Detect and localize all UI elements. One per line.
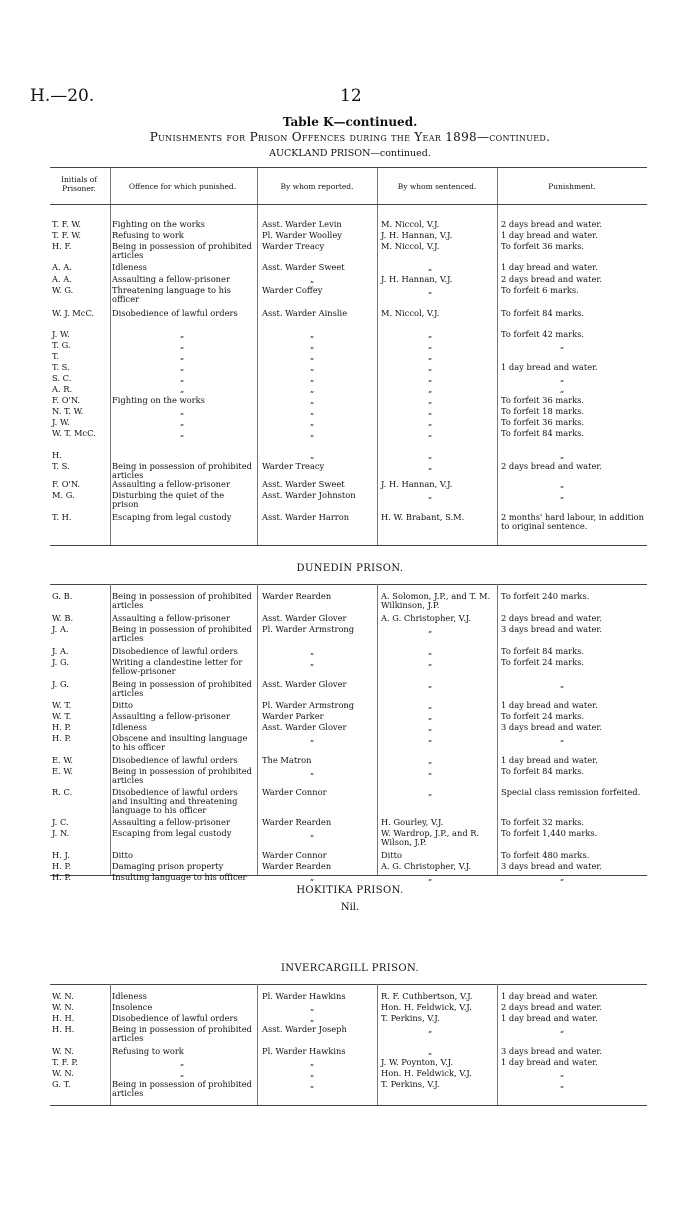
cell-sentenced: „: [428, 395, 433, 405]
cell-sentenced: „: [428, 755, 433, 765]
cell-initials: J. C.: [52, 817, 69, 827]
cell-punishment: To forfeit 84 marks.: [501, 646, 585, 656]
table-row: [0, 263, 700, 274]
cell-sentenced: J. H. Hannan, V.J.: [381, 274, 453, 284]
cell-sentenced: H. W. Brabant, S.M.: [381, 512, 465, 522]
cell-punishment: 2 months' hard labour, in addition to original sentence.: [501, 512, 644, 531]
section-title-hokitika: HOKITIKA PRISON.: [296, 885, 404, 896]
section-top-rule: [50, 584, 647, 585]
cell-punishment: 3 days bread and water.: [501, 624, 603, 634]
table-row: [0, 363, 700, 374]
table-row: [0, 788, 700, 819]
cell-offence: „: [180, 428, 185, 438]
cell-reported: „: [310, 362, 315, 372]
cell-offence: Assaulting a fellow-prisoner: [112, 817, 230, 827]
cell-sentenced: „: [428, 340, 433, 350]
cell-initials: E. W.: [52, 766, 74, 776]
cell-offence: Being in possession of prohibited articles: [112, 679, 252, 698]
cell-reported: Asst. Warder Sweet: [262, 479, 345, 489]
cell-punishment: „: [560, 384, 565, 394]
cell-reported: „: [310, 417, 315, 427]
cell-initials: W. T.: [52, 711, 72, 721]
table-row: [0, 341, 700, 352]
table-row: [0, 767, 700, 788]
cell-sentenced: „: [428, 624, 433, 634]
cell-punishment: „: [560, 1079, 565, 1089]
cell-sentenced: „: [428, 1024, 433, 1034]
cell-punishment: 1 day bread and water.: [501, 991, 598, 1001]
cell-reported: „: [310, 406, 315, 416]
header-top-rule: [50, 167, 647, 168]
table-row: [0, 592, 700, 613]
cell-punishment: „: [560, 373, 565, 383]
cell-reported: Asst. Warder Glover: [262, 613, 347, 623]
table-row: [0, 734, 700, 755]
cell-reported: „: [310, 828, 315, 838]
table-row: [0, 275, 700, 286]
section-bottom-rule: [50, 1105, 647, 1106]
cell-offence: „: [180, 417, 185, 427]
table-row: [0, 429, 700, 450]
cell-offence: „: [180, 406, 185, 416]
cell-offence: Damaging prison property: [112, 861, 224, 871]
cell-initials: A. R.: [52, 384, 73, 394]
page-reference: H.—20.: [30, 86, 95, 106]
cell-sentenced: „: [428, 262, 433, 272]
cell-reported: „: [310, 1057, 315, 1067]
cell-sentenced: Ditto: [381, 850, 402, 860]
cell-sentenced: T. Perkins, V.J.: [381, 1079, 440, 1089]
header-initials: Initials of Prisoner.: [61, 175, 97, 193]
cell-reported: Asst. Warder Harron: [262, 512, 350, 522]
cell-initials: W. G.: [52, 285, 74, 295]
table-row: [0, 231, 700, 242]
cell-offence: Refusing to work: [112, 1046, 184, 1056]
table-row: [0, 723, 700, 734]
cell-punishment: 2 days bread and water.: [501, 613, 603, 623]
cell-sentenced: „: [428, 700, 433, 710]
cell-offence: Assaulting a fellow-prisoner: [112, 274, 230, 284]
table-row: [0, 862, 700, 873]
header-offence: Offence for which punished.: [128, 182, 237, 191]
cell-offence: Insulting language to his officer: [112, 872, 247, 882]
cell-sentenced: „: [428, 461, 433, 471]
cell-reported: Pl. Warder Hawkins: [262, 1046, 346, 1056]
cell-offence: Being in possession of prohibited articles: [112, 766, 252, 785]
table-row: [0, 658, 700, 679]
cell-initials: T. G.: [52, 340, 71, 350]
cell-punishment: 2 days bread and water.: [501, 219, 603, 229]
cell-sentenced: „: [428, 362, 433, 372]
cell-initials: J. N.: [52, 828, 70, 838]
cell-sentenced: „: [428, 490, 433, 500]
section-title-invercargill: INVERCARGILL PRISON.: [280, 963, 420, 974]
cell-offence: Ditto: [112, 700, 133, 710]
table-row: [0, 625, 700, 646]
cell-sentenced: „: [428, 329, 433, 339]
cell-sentenced: R. F. Cuthbertson, V.J.: [381, 991, 473, 1001]
table-row: [0, 286, 700, 307]
cell-punishment: 1 day bread and water.: [501, 230, 598, 240]
cell-punishment: 2 days bread and water.: [501, 1002, 603, 1012]
cell-initials: S. C.: [52, 373, 72, 383]
cell-reported: „: [310, 395, 315, 405]
cell-punishment: „: [560, 679, 565, 689]
cell-offence: Disobedience of lawful orders: [112, 1013, 238, 1023]
cell-punishment: „: [560, 490, 565, 500]
cell-punishment: To forfeit 240 marks.: [501, 591, 590, 601]
cell-sentenced: „: [428, 646, 433, 656]
cell-offence: Being in possession of prohibited articles: [112, 241, 252, 260]
cell-reported: Asst. Warder Glover: [262, 679, 347, 689]
table-row: [0, 491, 700, 512]
cell-sentenced: „: [428, 766, 433, 776]
cell-initials: T. F. W.: [52, 230, 82, 240]
cell-reported: „: [310, 646, 315, 656]
cell-initials: T. F. W.: [52, 219, 82, 229]
cell-punishment: To forfeit 84 marks.: [501, 428, 585, 438]
cell-initials: N. T. W.: [52, 406, 84, 416]
cell-initials: R. C.: [52, 787, 73, 797]
cell-reported: „: [310, 1079, 315, 1089]
cell-initials: H. P.: [52, 861, 72, 871]
cell-punishment: 3 days bread and water.: [501, 1046, 603, 1056]
cell-initials: H.: [52, 450, 62, 460]
table-row: [0, 680, 700, 701]
table-row: [0, 374, 700, 385]
cell-initials: J. A.: [52, 624, 69, 634]
cell-initials: J. G.: [52, 679, 69, 689]
cell-initials: H. P.: [52, 722, 72, 732]
cell-initials: M. G.: [52, 490, 75, 500]
cell-offence: Disobedience of lawful orders and insulting and threatening language to his officer: [112, 787, 238, 815]
cell-reported: Warder Treacy: [262, 241, 325, 251]
cell-punishment: 1 day bread and water.: [501, 1057, 598, 1067]
cell-initials: T. S.: [52, 461, 70, 471]
cell-reported: Pl. Warder Armstrong: [262, 700, 355, 710]
cell-offence: „: [180, 1057, 185, 1067]
cell-reported: Asst. Warder Ainslie: [262, 308, 348, 318]
cell-offence: Escaping from legal custody: [112, 828, 232, 838]
cell-punishment: 3 days bread and water.: [501, 861, 603, 871]
cell-offence: Being in possession of prohibited articles: [112, 624, 252, 643]
cell-sentenced: „: [428, 351, 433, 361]
cell-reported: Asst. Warder Joseph: [262, 1024, 347, 1034]
table-row: [0, 396, 700, 407]
cell-offence: Being in possession of prohibited articles: [112, 1024, 252, 1043]
cell-initials: W. J. McC.: [52, 308, 95, 318]
cell-punishment: 2 days bread and water.: [501, 461, 603, 471]
cell-punishment: To forfeit 36 marks.: [501, 417, 585, 427]
cell-initials: H. J.: [52, 850, 70, 860]
table-row: [0, 242, 700, 263]
header-column-rule-3: [377, 168, 378, 204]
cell-punishment: 1 day bread and water.: [501, 1013, 598, 1023]
cell-initials: T. S.: [52, 362, 70, 372]
cell-reported: Warder Treacy: [262, 461, 325, 471]
cell-offence: Idleness: [112, 991, 147, 1001]
cell-sentenced: Hon. H. Feldwick, V.J.: [381, 1068, 472, 1078]
cell-sentenced: A. G. Christopher, V.J.: [381, 613, 472, 623]
cell-sentenced: „: [428, 711, 433, 721]
cell-punishment: „: [560, 733, 565, 743]
cell-sentenced: „: [428, 450, 433, 460]
table-row: [0, 701, 700, 712]
cell-reported: Asst. Warder Glover: [262, 722, 347, 732]
cell-initials: W. N.: [52, 1046, 74, 1056]
cell-sentenced: M. Niccol, V.J.: [381, 308, 440, 318]
hokitika-nil: Nil.: [340, 902, 360, 913]
cell-sentenced: „: [428, 679, 433, 689]
table-row: [0, 1069, 700, 1080]
cell-sentenced: „: [428, 722, 433, 732]
cell-sentenced: J. H. Hannan, V.J.: [381, 479, 453, 489]
table-row: [0, 407, 700, 418]
cell-initials: W. B.: [52, 613, 74, 623]
table-title: Table K—continued.: [282, 115, 418, 129]
cell-offence: „: [180, 1068, 185, 1078]
cell-reported: „: [310, 428, 315, 438]
cell-sentenced: T. Perkins, V.J.: [381, 1013, 440, 1023]
cell-initials: H. P.: [52, 733, 72, 743]
cell-reported: „: [310, 1068, 315, 1078]
cell-sentenced: „: [428, 872, 433, 882]
cell-reported: Pl. Warder Hawkins: [262, 991, 346, 1001]
cell-initials: W. N.: [52, 1068, 74, 1078]
cell-offence: Assaulting a fellow-prisoner: [112, 711, 230, 721]
cell-reported: „: [310, 450, 315, 460]
cell-offence: Fighting on the works: [112, 395, 205, 405]
cell-offence: „: [180, 362, 185, 372]
cell-punishment: To forfeit 36 marks.: [501, 241, 585, 251]
cell-initials: J. W.: [52, 417, 70, 427]
table-row: [0, 1025, 700, 1046]
table-subtitle: Punishments for Prison Offences during the Year 1898—continued.: [149, 130, 551, 144]
cell-offence: Insolence: [112, 1002, 153, 1012]
section-title-auckland: AUCKLAND PRISON—continued.: [269, 148, 431, 159]
table-row: [0, 647, 700, 658]
cell-offence: „: [180, 340, 185, 350]
cell-offence: „: [180, 373, 185, 383]
cell-offence: Idleness: [112, 262, 147, 272]
cell-sentenced: M. Niccol, V.J.: [381, 219, 440, 229]
cell-punishment: To forfeit 84 marks.: [501, 308, 585, 318]
cell-initials: F. O'N.: [52, 479, 81, 489]
cell-initials: J. A.: [52, 646, 69, 656]
cell-initials: W. N.: [52, 1002, 74, 1012]
cell-offence: Obscene and insulting language to his officer: [112, 733, 248, 752]
section-top-rule: [50, 984, 647, 985]
header-reported: By whom reported.: [280, 182, 354, 191]
cell-reported: Asst. Warder Johnston: [262, 490, 356, 500]
table-row: [0, 330, 700, 341]
cell-sentenced: „: [428, 417, 433, 427]
cell-punishment: 2 days bread and water.: [501, 274, 603, 284]
cell-initials: J. G.: [52, 657, 69, 667]
cell-punishment: „: [560, 340, 565, 350]
cell-punishment: To forfeit 480 marks.: [501, 850, 590, 860]
cell-punishment: 3 days bread and water.: [501, 722, 603, 732]
cell-punishment: To forfeit 84 marks.: [501, 766, 585, 776]
cell-punishment: Special class remission forfeited.: [501, 787, 641, 797]
cell-initials: W. T.: [52, 700, 72, 710]
table-row: [0, 756, 700, 767]
cell-sentenced: „: [428, 406, 433, 416]
cell-reported: Asst. Warder Sweet: [262, 262, 345, 272]
cell-offence: Being in possession of prohibited articles: [112, 591, 252, 610]
table-row: [0, 418, 700, 429]
section-bottom-rule: [50, 545, 647, 546]
cell-offence: Assaulting a fellow-prisoner: [112, 479, 230, 489]
cell-reported: Asst. Warder Levin: [262, 219, 342, 229]
cell-offence: Writing a clandestine letter for fellow-prisoner: [112, 657, 243, 676]
cell-punishment: 1 day bread and water.: [501, 700, 598, 710]
cell-offence: Disobedience of lawful orders: [112, 646, 238, 656]
cell-initials: G. T.: [52, 1079, 71, 1089]
cell-sentenced: J. W. Poynton, V.J.: [381, 1057, 454, 1067]
cell-punishment: To forfeit 18 marks.: [501, 406, 585, 416]
cell-sentenced: H. Gourley, V.J.: [381, 817, 444, 827]
cell-initials: H. H.: [52, 1013, 75, 1023]
cell-punishment: 1 day bread and water.: [501, 362, 598, 372]
header-bottom-rule: [50, 204, 647, 205]
cell-offence: Disobedience of lawful orders: [112, 308, 238, 318]
cell-initials: J. W.: [52, 329, 70, 339]
cell-offence: Disturbing the quiet of the prison: [112, 490, 225, 509]
header-column-rule-2: [257, 168, 258, 204]
cell-sentenced: „: [428, 384, 433, 394]
cell-sentenced: W. Wardrop, J.P., and R. Wilson, J.P.: [381, 828, 480, 847]
cell-reported: Warder Parker: [262, 711, 324, 721]
cell-reported: „: [310, 872, 315, 882]
cell-offence: Ditto: [112, 850, 133, 860]
cell-sentenced: „: [428, 285, 433, 295]
cell-offence: Being in possession of prohibited articles: [112, 461, 252, 480]
cell-reported: Warder Rearden: [262, 591, 332, 601]
cell-reported: Warder Rearden: [262, 817, 332, 827]
cell-initials: A. A.: [52, 262, 72, 272]
cell-reported: „: [310, 340, 315, 350]
cell-punishment: To forfeit 1,440 marks.: [501, 828, 598, 838]
cell-initials: W. T. McC.: [52, 428, 96, 438]
cell-offence: „: [180, 384, 185, 394]
cell-offence: Being in possession of prohibited articles: [112, 1079, 252, 1098]
cell-initials: T. H.: [52, 512, 72, 522]
cell-punishment: To forfeit 24 marks.: [501, 657, 585, 667]
header-punishment: Punishment.: [548, 182, 596, 191]
cell-offence: Assaulting a fellow-prisoner: [112, 613, 230, 623]
cell-initials: H. H.: [52, 1024, 75, 1034]
cell-initials: H. P.: [52, 872, 72, 882]
cell-sentenced: A. Solomon, J.P., and T. M. Wilkinson, J.P.: [381, 591, 491, 610]
table-row: [0, 1058, 700, 1069]
page-number: 12: [340, 86, 362, 106]
cell-reported: „: [310, 274, 315, 284]
cell-punishment: To forfeit 32 marks.: [501, 817, 585, 827]
cell-punishment: „: [560, 1068, 565, 1078]
cell-reported: Pl. Warder Woolley: [262, 230, 342, 240]
cell-reported: „: [310, 657, 315, 667]
cell-sentenced: „: [428, 428, 433, 438]
cell-offence: Threatening language to his officer: [112, 285, 231, 304]
cell-reported: Warder Rearden: [262, 861, 332, 871]
cell-reported: Warder Connor: [262, 850, 327, 860]
cell-reported: „: [310, 384, 315, 394]
cell-reported: „: [310, 351, 315, 361]
section-title-dunedin: DUNEDIN PRISON.: [296, 563, 404, 574]
cell-initials: W. N.: [52, 991, 74, 1001]
cell-punishment: „: [560, 1024, 565, 1034]
cell-initials: T. F. P.: [52, 1057, 78, 1067]
cell-reported: „: [310, 766, 315, 776]
cell-punishment: To forfeit 6 marks.: [501, 285, 579, 295]
cell-reported: The Matron: [262, 755, 312, 765]
cell-sentenced: M. Niccol, V.J.: [381, 241, 440, 251]
cell-sentenced: „: [428, 1046, 433, 1056]
cell-reported: Warder Connor: [262, 787, 327, 797]
cell-sentenced: „: [428, 733, 433, 743]
cell-initials: T.: [52, 351, 59, 361]
cell-offence: Escaping from legal custody: [112, 512, 232, 522]
cell-punishment: „: [560, 872, 565, 882]
table-row: [0, 309, 700, 330]
cell-sentenced: Hon. H. Feldwick, V.J.: [381, 1002, 472, 1012]
cell-punishment: To forfeit 36 marks.: [501, 395, 585, 405]
cell-punishment: 1 day bread and water.: [501, 262, 598, 272]
cell-initials: F. O'N.: [52, 395, 81, 405]
cell-offence: Idleness: [112, 722, 147, 732]
cell-punishment: To forfeit 42 marks.: [501, 329, 585, 339]
cell-punishment: „: [560, 450, 565, 460]
cell-sentenced: „: [428, 373, 433, 383]
cell-sentenced: „: [428, 657, 433, 667]
cell-offence: Fighting on the works: [112, 219, 205, 229]
cell-reported: „: [310, 1013, 315, 1023]
table-row: [0, 829, 700, 850]
cell-punishment: To forfeit 24 marks.: [501, 711, 585, 721]
cell-initials: E. W.: [52, 755, 74, 765]
cell-reported: Pl. Warder Armstrong: [262, 624, 355, 634]
cell-reported: „: [310, 733, 315, 743]
header-column-rule-1: [110, 168, 111, 204]
cell-initials: A. A.: [52, 274, 72, 284]
cell-reported: „: [310, 1002, 315, 1012]
cell-initials: G. B.: [52, 591, 73, 601]
header-column-rule-4: [497, 168, 498, 204]
table-row: [0, 1014, 700, 1025]
cell-sentenced: „: [428, 787, 433, 797]
cell-punishment: 1 day bread and water.: [501, 755, 598, 765]
table-row: [0, 1080, 700, 1101]
cell-offence: „: [180, 351, 185, 361]
cell-sentenced: J. H. Hannan, V.J.: [381, 230, 453, 240]
cell-offence: Disobedience of lawful orders: [112, 755, 238, 765]
cell-reported: Warder Coffey: [262, 285, 323, 295]
table-row: [0, 513, 700, 534]
cell-offence: Refusing to work: [112, 230, 184, 240]
table-row: [0, 385, 700, 396]
cell-reported: „: [310, 329, 315, 339]
cell-initials: H. F.: [52, 241, 72, 251]
cell-punishment: „: [560, 479, 565, 489]
cell-reported: „: [310, 373, 315, 383]
header-sentenced: By whom sentenced.: [397, 182, 477, 191]
cell-offence: „: [180, 329, 185, 339]
cell-sentenced: A. G. Christopher, V.J.: [381, 861, 472, 871]
